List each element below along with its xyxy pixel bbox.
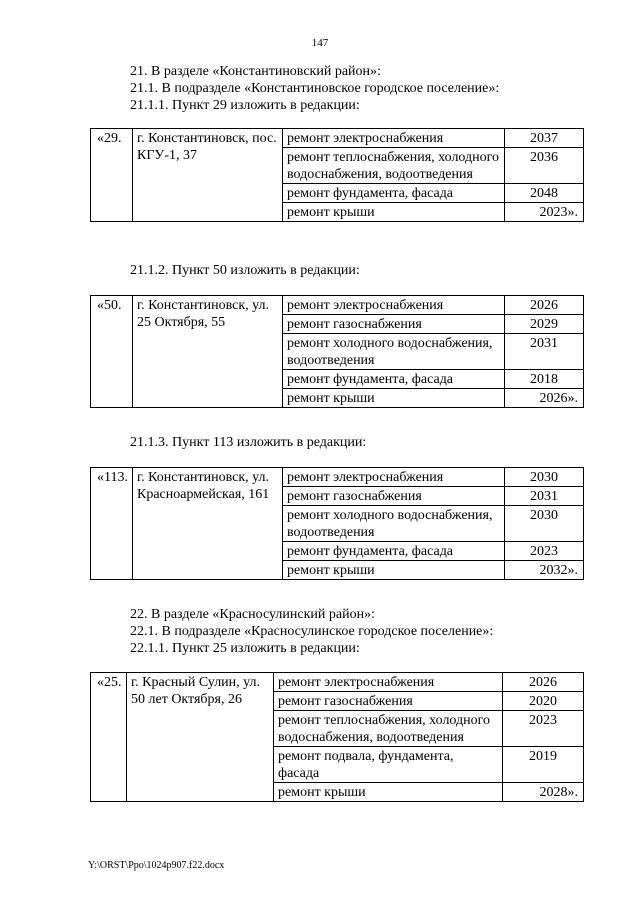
work-year: 2031 — [505, 334, 584, 370]
work-year: 2028». — [503, 783, 584, 802]
work-year: 2036 — [505, 148, 584, 184]
amendment-table — [90, 295, 584, 408]
work-year: 2026». — [505, 389, 584, 408]
work-type: ремонт крыши — [274, 783, 503, 802]
item-instruction: 21.1.1. Пункт 29 изложить в редакции: — [130, 98, 360, 113]
work-type: ремонт газоснабжения — [283, 315, 505, 334]
work-year: 2026 — [505, 296, 584, 315]
amendment-table — [90, 128, 584, 222]
item-number: «25. — [91, 673, 127, 802]
work-year: 2026 — [503, 673, 584, 692]
work-year: 2031 — [505, 487, 584, 506]
work-year: 2029 — [505, 315, 584, 334]
work-type: ремонт фундамента, фасада — [283, 184, 505, 203]
address-cell: г. Константиновск, пос. КГУ-1, 37 — [133, 129, 283, 222]
subsection-heading: 21.1. В подразделе «Константиновское городское поселение»: — [130, 81, 500, 96]
subsection-heading: 22.1. В подразделе «Красносулинское городское поселение»: — [130, 624, 494, 639]
section-heading: 21. В разделе «Константиновский район»: — [130, 64, 381, 79]
address-cell: г. Константиновск, ул. 25 Октября, 55 — [133, 296, 283, 408]
work-year: 2018 — [505, 370, 584, 389]
work-type: ремонт электроснабжения — [274, 673, 503, 692]
item-instruction: 21.1.2. Пункт 50 изложить в редакции: — [130, 263, 360, 278]
work-year: 2048 — [505, 184, 584, 203]
work-year: 2032». — [505, 561, 584, 580]
table-row — [91, 129, 584, 148]
amendment-table — [90, 672, 584, 802]
amendment-table — [90, 467, 584, 580]
work-type: ремонт газоснабжения — [274, 692, 503, 711]
work-type: ремонт холодного водоснабжения, водоотведения — [283, 334, 505, 370]
file-path-footer: Y:\ORST\Ppo\1024p907.f22.docx — [88, 860, 225, 871]
work-year: 2023 — [505, 542, 584, 561]
item-number: «50. — [91, 296, 133, 408]
work-type: ремонт электроснабжения — [283, 129, 505, 148]
work-type: ремонт электроснабжения — [283, 468, 505, 487]
section-heading: 22. В разделе «Красносулинский район»: — [130, 607, 375, 622]
work-type: ремонт газоснабжения — [283, 487, 505, 506]
work-type: ремонт электроснабжения — [283, 296, 505, 315]
address-cell: г. Красный Сулин, ул. 50 лет Октября, 26 — [127, 673, 274, 802]
item-instruction: 22.1.1. Пункт 25 изложить в редакции: — [130, 641, 360, 656]
table-row — [91, 468, 584, 487]
work-type: ремонт фундамента, фасада — [283, 542, 505, 561]
work-type: ремонт крыши — [283, 561, 505, 580]
work-year: 2020 — [503, 692, 584, 711]
work-type: ремонт фундамента, фасада — [283, 370, 505, 389]
work-year: 2030 — [505, 468, 584, 487]
work-year: 2019 — [503, 747, 584, 783]
work-type: ремонт теплоснабжения, холодного водоснабжения, водоотведения — [274, 711, 503, 747]
item-number: «113. — [91, 468, 133, 580]
work-type: ремонт крыши — [283, 203, 505, 222]
work-year: 2023 — [503, 711, 584, 747]
item-number: «29. — [91, 129, 133, 222]
table-row — [91, 296, 584, 315]
table-row — [91, 673, 584, 692]
work-type: ремонт крыши — [283, 389, 505, 408]
item-instruction: 21.1.3. Пункт 113 изложить в редакции: — [130, 435, 367, 450]
work-year: 2030 — [505, 506, 584, 542]
page-number: 147 — [311, 37, 329, 49]
work-type: ремонт подвала, фундамента, фасада — [274, 747, 503, 783]
work-type: ремонт холодного водоснабжения, водоотведения — [283, 506, 505, 542]
work-year: 2037 — [505, 129, 584, 148]
address-cell: г. Константиновск, ул. Красноармейская, 161 — [133, 468, 283, 580]
work-year: 2023». — [505, 203, 584, 222]
work-type: ремонт теплоснабжения, холодного водоснабжения, водоотведения — [283, 148, 505, 184]
